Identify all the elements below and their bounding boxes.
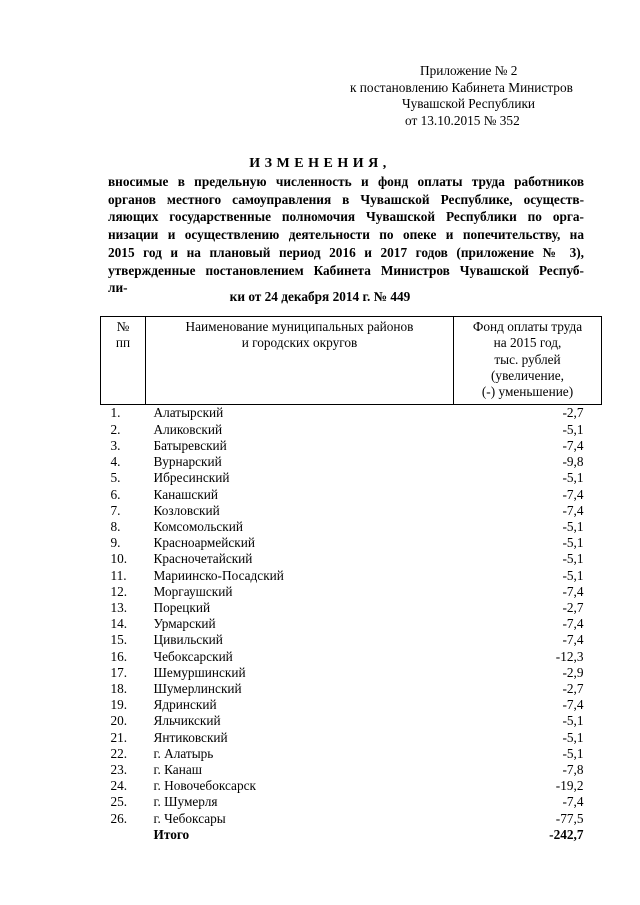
row-name: Ибресинский <box>153 470 230 486</box>
subtitle-line: низации и осуществлению деятельности по опеке и попечительству, на <box>108 227 584 243</box>
row-name: Шемуршинский <box>153 664 246 680</box>
table-row <box>101 811 602 827</box>
row-num: 2. <box>110 421 121 437</box>
row-name: Комсомольский <box>153 518 243 534</box>
row-name: Мариинско-Посадский <box>153 567 284 583</box>
row-num: 5. <box>110 470 121 486</box>
row-num: 20. <box>110 713 128 729</box>
appendix-line: Приложение № 2 <box>420 63 518 78</box>
row-value: -5,1 <box>562 729 584 745</box>
row-value: -7,4 <box>562 486 584 502</box>
row-name: Вурнарский <box>153 454 222 470</box>
row-name: Аликовский <box>153 421 223 437</box>
table-row <box>101 422 602 438</box>
row-num: 12. <box>110 583 128 599</box>
row-name: Яльчикский <box>153 713 221 729</box>
row-value: -7,4 <box>562 502 584 518</box>
row-value: -9,8 <box>562 454 584 470</box>
table-row <box>101 405 602 422</box>
total-value: -242,7 <box>549 826 584 842</box>
row-name: Алатырский <box>153 405 224 421</box>
row-num: 1. <box>110 405 121 421</box>
document-title: ИЗМЕНЕНИЯ, <box>249 156 391 171</box>
row-value: -5,1 <box>562 745 584 761</box>
header-name: Наименование муниципальных районов и городских округов <box>146 317 454 405</box>
row-name: г. Чебоксары <box>153 810 226 826</box>
row-value: -19,2 <box>555 778 584 794</box>
table-row <box>101 616 602 632</box>
row-num: 26. <box>110 810 128 826</box>
table-row <box>101 454 602 470</box>
table-row <box>101 568 602 584</box>
subtitle-end-line: ки от 24 декабря 2014 г. № 449 <box>229 289 411 304</box>
row-num: 7. <box>110 502 121 518</box>
table-row <box>101 762 602 778</box>
row-num: 16. <box>110 648 128 664</box>
row-value: -5,1 <box>562 713 584 729</box>
row-name: Ядринский <box>153 697 217 713</box>
row-name: г. Шумерля <box>153 794 218 810</box>
header-num: № пп <box>101 317 146 405</box>
row-value: -5,1 <box>562 535 584 551</box>
row-name: Канашский <box>153 486 218 502</box>
appendix-line: Чувашской Республики <box>402 96 536 111</box>
row-name: Урмарский <box>153 616 216 632</box>
table-row <box>101 649 602 665</box>
row-name: г. Новочебоксарск <box>153 778 256 794</box>
table-row <box>101 794 602 810</box>
table-row <box>101 632 602 648</box>
row-name: Красноармейский <box>153 535 255 551</box>
row-name: Янтиковский <box>153 729 228 745</box>
appendix-block <box>350 63 610 129</box>
row-value: -77,5 <box>555 810 584 826</box>
row-num: 14. <box>110 616 128 632</box>
header-value: Фонд оплаты труда на 2015 год, тыс. рублей (увеличение, (-) уменьшение) <box>454 317 602 405</box>
row-name: Шумерлинский <box>153 680 242 696</box>
row-name: Красночетайский <box>153 551 253 567</box>
subtitle-line: 2015 год и на плановый период 2016 и 2017 годов (приложение № 3), <box>108 244 584 260</box>
row-value: -2,7 <box>562 405 584 421</box>
table-row <box>101 584 602 600</box>
row-value: -2,7 <box>562 680 584 696</box>
row-num: 15. <box>110 632 128 648</box>
row-num: 18. <box>110 680 128 696</box>
row-value: -2,7 <box>562 599 584 615</box>
table-row <box>101 697 602 713</box>
row-value: -2,9 <box>562 664 584 680</box>
row-name: Батыревский <box>153 437 227 453</box>
row-num: 25. <box>110 794 128 810</box>
row-num: 6. <box>110 486 121 502</box>
table-row <box>101 600 602 616</box>
row-num: 17. <box>110 664 128 680</box>
row-value: -7,4 <box>562 437 584 453</box>
row-num: 11. <box>110 567 127 583</box>
row-name: Моргаушский <box>153 583 233 599</box>
row-num: 13. <box>110 599 128 615</box>
row-value: -7,4 <box>562 616 584 632</box>
table-row <box>101 470 602 486</box>
row-num: 9. <box>110 535 121 551</box>
table-row <box>101 519 602 535</box>
row-value: -5,1 <box>562 421 584 437</box>
row-value: -5,1 <box>562 518 584 534</box>
row-num: 19. <box>110 697 128 713</box>
subtitle-line: вносимые в предельную численность и фонд оплаты труда работников <box>108 174 584 189</box>
row-num: 22. <box>110 745 128 761</box>
row-name: Цивильский <box>153 632 223 648</box>
row-num: 10. <box>110 551 128 567</box>
appendix-line: к постановлению Кабинета Министров <box>350 79 573 95</box>
row-value: -7,4 <box>562 794 584 810</box>
row-name: Порецкий <box>153 599 211 615</box>
row-value: -7,4 <box>562 583 584 599</box>
row-value: -7,4 <box>562 697 584 713</box>
appendix-line: от 13.10.2015 № 352 <box>405 112 520 128</box>
total-row <box>101 827 602 843</box>
row-name: Чебоксарский <box>153 648 233 664</box>
total-label: Итого <box>153 826 190 842</box>
row-value: -7,8 <box>562 761 584 777</box>
row-num: 4. <box>110 454 121 470</box>
subtitle-line: утвержденные постановлением Кабинета Министров Чувашской Респуб- <box>108 262 584 278</box>
table-header-row <box>101 317 602 405</box>
row-value: -5,1 <box>562 470 584 486</box>
table-row <box>101 746 602 762</box>
table-row <box>101 503 602 519</box>
table-row <box>101 535 602 551</box>
row-name: г. Канаш <box>153 761 202 777</box>
row-num: 21. <box>110 729 128 745</box>
document-subtitle <box>108 173 584 297</box>
row-num: 24. <box>110 778 128 794</box>
table-row <box>101 487 602 503</box>
row-value: -5,1 <box>562 567 584 583</box>
row-num: 8. <box>110 518 121 534</box>
row-value: -5,1 <box>562 551 584 567</box>
row-name: г. Алатырь <box>153 745 214 761</box>
table-row <box>101 778 602 794</box>
table-row <box>101 713 602 729</box>
subtitle-line: органов местного самоуправления в Чувашской Республике, осуществ- <box>108 191 584 207</box>
row-num: 3. <box>110 437 121 453</box>
table-row <box>101 665 602 681</box>
table-row <box>101 730 602 746</box>
changes-table <box>100 316 602 843</box>
row-value: -7,4 <box>562 632 584 648</box>
subtitle-line: ли- <box>108 280 128 296</box>
table-row <box>101 438 602 454</box>
subtitle-line: ляющих государственные полномочия Чувашской Республики по орга- <box>108 209 584 225</box>
row-value: -12,3 <box>555 648 584 664</box>
table-row <box>101 681 602 697</box>
table-row <box>101 551 602 567</box>
row-name: Козловский <box>153 502 220 518</box>
row-num: 23. <box>110 761 128 777</box>
